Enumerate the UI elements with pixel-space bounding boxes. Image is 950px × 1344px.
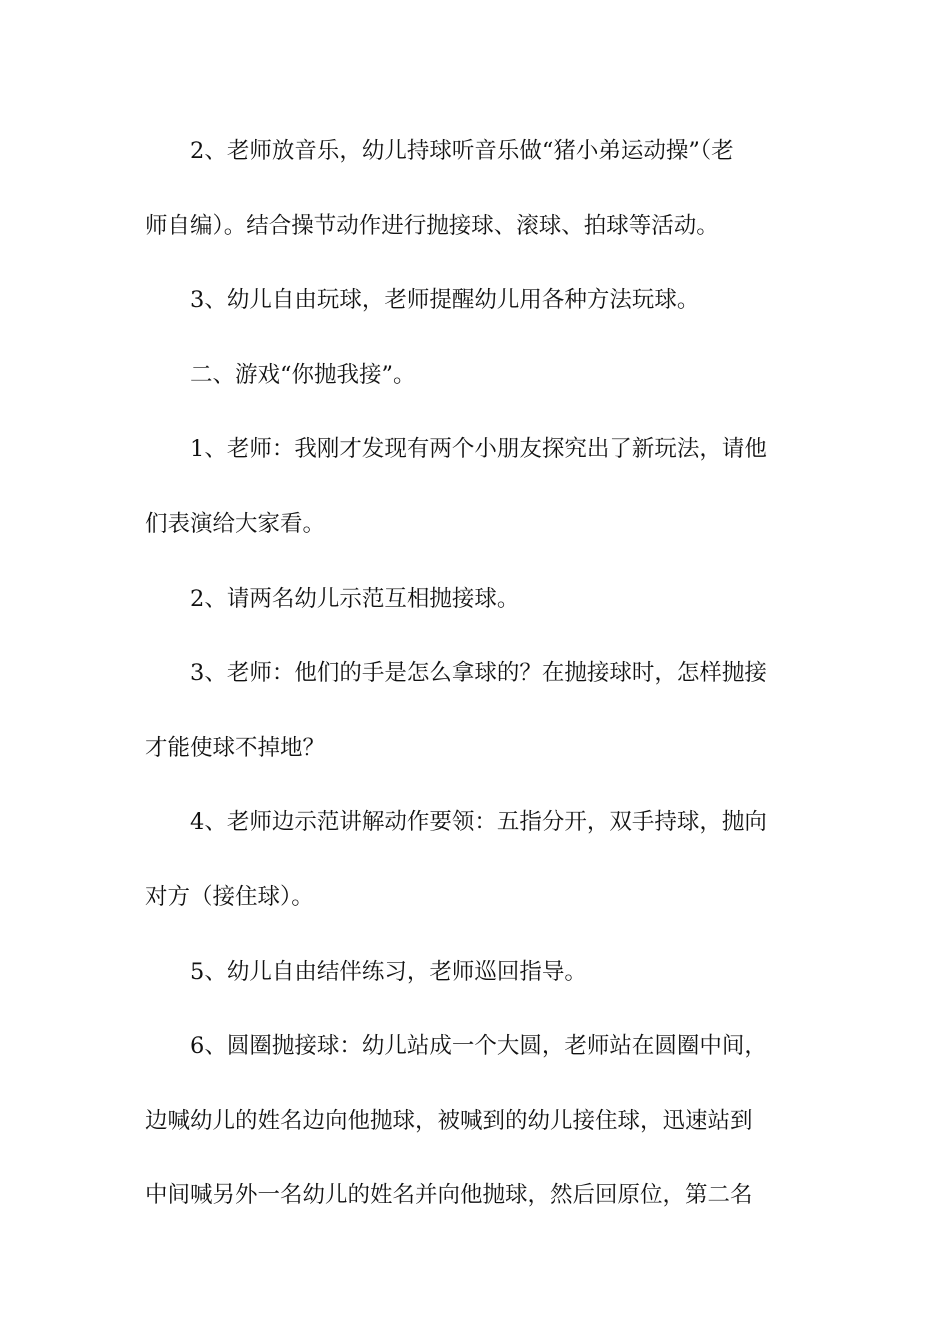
paragraph-line: 4、老师边示范讲解动作要领：五指分开，双手持球，抛向 [190, 809, 767, 836]
paragraph-line: 才能使球不掉地？ [145, 734, 326, 761]
paragraph-line: 2、请两名幼儿示范互相抛接球。 [190, 585, 520, 612]
section-heading: 二、游戏“你抛我接”。 [190, 361, 416, 388]
paragraph-line: 中间喊另外一名幼儿的姓名并向他抛球，然后回原位，第二名 [145, 1182, 753, 1209]
paragraph-line: 6、圆圈抛接球：幼儿站成一个大圆，老师站在圆圈中间， [190, 1033, 767, 1060]
paragraph-line: 们表演给大家看。 [145, 510, 326, 537]
paragraph-line: 师自编）。结合操节动作进行抛接球、滚球、拍球等活动。 [145, 212, 719, 239]
paragraph-line: 对方（接住球）。 [145, 883, 314, 910]
paragraph-line: 1、老师：我刚才发现有两个小朋友探究出了新玩法，请他 [190, 436, 767, 463]
paragraph-line: 5、幼儿自由结伴练习，老师巡回指导。 [190, 958, 587, 985]
paragraph-line: 边喊幼儿的姓名边向他抛球，被喊到的幼儿接住球，迅速站到 [145, 1107, 753, 1134]
paragraph-line: 3、幼儿自由玩球，老师提醒幼儿用各种方法玩球。 [190, 287, 700, 314]
paragraph-line: 2、老师放音乐，幼儿持球听音乐做“猪小弟运动操”（老 [190, 138, 734, 164]
document-body [145, 128, 810, 1247]
paragraph-line: 3、老师：他们的手是怎么拿球的？在抛接球时，怎样抛接 [190, 660, 767, 687]
